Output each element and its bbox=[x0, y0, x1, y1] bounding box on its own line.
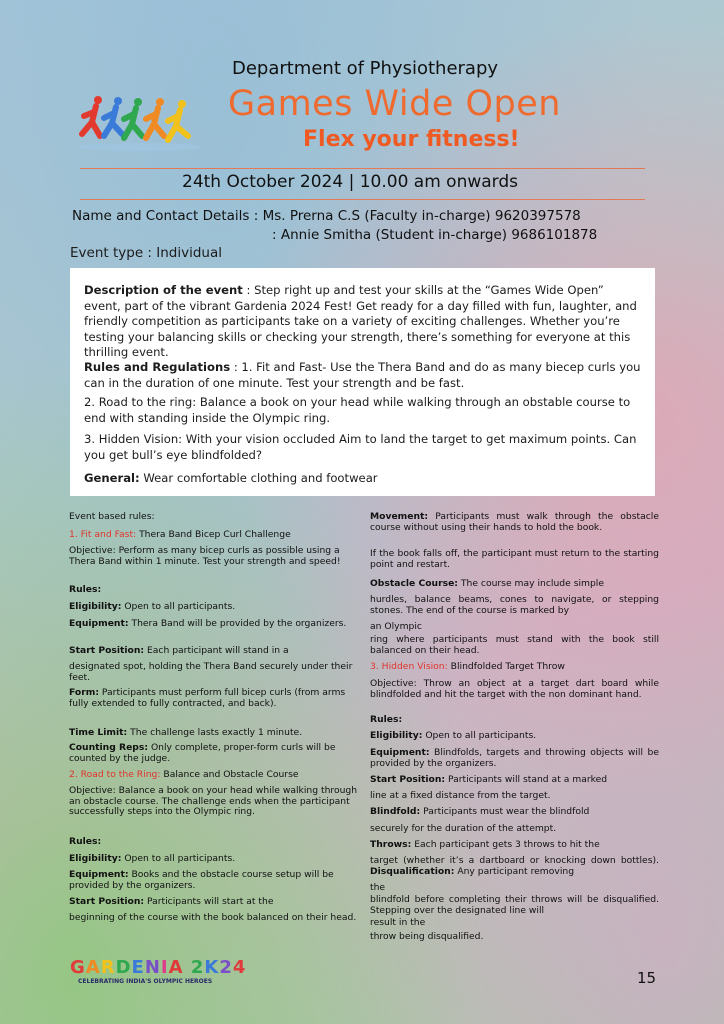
event-rules-heading: Event based rules: bbox=[69, 511, 155, 522]
faculty-role: (Faculty in-charge) 9620397578 bbox=[364, 208, 581, 224]
event3-blindfold: Blindfold: Participants must wear the blindfold bbox=[370, 806, 590, 817]
department-title: Department of Physiotherapy bbox=[231, 58, 499, 79]
logo-tagline: CELEBRATING INDIA'S OLYMPIC HEROES bbox=[78, 978, 213, 985]
rules-paragraph bbox=[84, 360, 644, 391]
event2-book-falls: If the book falls off, the participant must return to the starting point and restart. bbox=[370, 548, 659, 570]
event2-obstacle-cont: hurdles, balance beams, cones to navigate, or stepping stones. The end of the course is marked by bbox=[370, 594, 659, 616]
event1-form: Form: Participants must perform full bicep curls (from arms fully extended to fully contracted, and back). bbox=[69, 687, 346, 709]
page-number: 15 bbox=[637, 969, 657, 987]
event3-disq-cont4: throw being disqualified. bbox=[370, 931, 484, 942]
description-card bbox=[70, 268, 655, 496]
logo-text: GARDENIA 2K24 bbox=[70, 957, 247, 978]
general-text: Wear comfortable clothing and footwear bbox=[143, 471, 378, 485]
event2-equipment: Equipment: Books and the obstacle course setup will be provided by the organizers. bbox=[69, 869, 334, 891]
rule-2: 2. Road to the ring: Balance a book on your head while walking through an obstable course to end with standing inside the Olympic ring. bbox=[84, 395, 631, 425]
event3-eligibility: Eligibility: Open to all participants. bbox=[370, 730, 537, 741]
event1-start-position-cont: designated spot, holding the Thera Band securely under their feet. bbox=[69, 661, 353, 683]
event-type-value: Individual bbox=[156, 245, 223, 261]
event-type-label: Event type : bbox=[70, 245, 152, 261]
rules-text: : 1. Fit and Fast- Use the Thera Band and do as many biecep curls you can in the duration of one minute. Test your strength and be fast. bbox=[84, 360, 641, 390]
general-label: General: bbox=[84, 471, 140, 485]
event3-start-position-cont: line at a fixed distance from the target. bbox=[370, 790, 551, 801]
event-title: Games Wide Open bbox=[228, 84, 561, 124]
event1-start-position: Start Position: Each participant will stand in a bbox=[69, 645, 289, 656]
event2-start-position: Start Position: Participants will start at the bbox=[69, 896, 274, 907]
event2-start-position-cont: beginning of the course with the book balanced on their head. bbox=[69, 912, 357, 923]
event2-rules-label: Rules: bbox=[69, 836, 102, 847]
runners-illustration bbox=[72, 92, 207, 154]
general-paragraph bbox=[84, 471, 644, 487]
event3-rules-label: Rules: bbox=[370, 714, 403, 725]
event1-objective: Objective: Perform as many bicep curls as possible using a Thera Band within 1 minute. Test your strength and speed! bbox=[69, 545, 341, 567]
event-date: 24th October 2024 | 10.00 am onwards bbox=[182, 172, 518, 192]
event-subtitle: Flex your fitness! bbox=[303, 127, 520, 152]
event3-throws: Throws: Each participant gets 3 throws to hit the bbox=[370, 839, 600, 850]
event3-disq-cont: the bbox=[370, 882, 386, 893]
description-text: : Step right up and test your skills at the “Games Wide Open” event, part of the vibrant Gardenia 2024 Fest! Get ready for a day filled with fun, laughter, and friendly competition as participants take on a variety of exciting challenges. Whether you’re testing your balancing skills or checking your strength, there’s something for everyone at this thrilling event. bbox=[84, 283, 637, 359]
event1-time-limit: Time Limit: The challenge lasts exactly 1 minute. bbox=[69, 727, 303, 738]
contact-faculty bbox=[72, 208, 581, 224]
rules-label: Rules and Regulations bbox=[84, 360, 231, 374]
rule-3: 3. Hidden Vision: With your vision occluded Aim to land the target to get maximum points. Can you get bull’s eye blindfolded? bbox=[84, 432, 637, 462]
event2-heading: 2. Road to the Ring: Balance and Obstacle Course bbox=[69, 769, 299, 780]
event3-equipment: Equipment: Blindfolds, targets and throwing objects will be provided by the organizers. bbox=[370, 747, 660, 769]
student-name: Annie Smitha bbox=[280, 227, 372, 243]
contact-label: Name and Contact Details : bbox=[72, 208, 259, 224]
event2-obstacle-cont2: an Olympic bbox=[370, 621, 422, 632]
divider-bottom bbox=[80, 199, 645, 200]
gardenia-logo bbox=[70, 957, 270, 989]
divider-top bbox=[80, 168, 645, 169]
student-prefix: : bbox=[272, 227, 277, 243]
event-type bbox=[70, 245, 222, 261]
event2-obstacle-course: Obstacle Course: The course may include simple bbox=[370, 578, 605, 589]
event1-counting: Counting Reps: Only complete, proper-form curls will be counted by the judge. bbox=[69, 742, 336, 764]
contact-student bbox=[272, 227, 597, 243]
event3-heading: 3. Hidden Vision: Blindfolded Target Throw bbox=[370, 661, 565, 672]
event3-throws-cont: target (whether it’s a dartboard or knocking down bottles). Disqualification: Any participant removing bbox=[370, 855, 659, 877]
event3-objective: Objective: Throw an object at a target dart board while blindfolded and hit the target with the non dominant hand. bbox=[370, 678, 659, 700]
event2-obstacle-cont3: ring where participants must stand with the book still balanced on their head. bbox=[370, 634, 659, 656]
event2-objective: Objective: Balance a book on your head while walking through an obstacle course. The challenge ends when the participant successfully steps into the Olympic ring. bbox=[69, 785, 358, 817]
event1-equipment: Equipment: Thera Band will be provided by the organizers. bbox=[69, 618, 347, 629]
event3-disq-cont2: blindfold before completing their throws will be disqualified. Stepping over the designated line will bbox=[370, 894, 659, 916]
event2-movement: Movement: Participants must walk through the obstacle course without using their hands to hold the book. bbox=[370, 511, 660, 533]
description-paragraph bbox=[84, 283, 644, 361]
event1-rules-label: Rules: bbox=[69, 584, 102, 595]
event2-eligibility: Eligibility: Open to all participants. bbox=[69, 853, 236, 864]
event3-start-position: Start Position: Participants will stand at a marked bbox=[370, 774, 608, 785]
event3-blindfold-cont: securely for the duration of the attempt. bbox=[370, 823, 557, 834]
event1-eligibility: Eligibility: Open to all participants. bbox=[69, 601, 236, 612]
faculty-name: Ms. Prerna C.S bbox=[262, 208, 361, 224]
event1-heading: 1. Fit and Fast: Thera Band Bicep Curl Challenge bbox=[69, 529, 291, 540]
event3-disq-cont3: result in the bbox=[370, 917, 426, 928]
student-role: (Student in-charge) 9686101878 bbox=[375, 227, 598, 243]
description-label: Description of the event bbox=[84, 283, 243, 297]
